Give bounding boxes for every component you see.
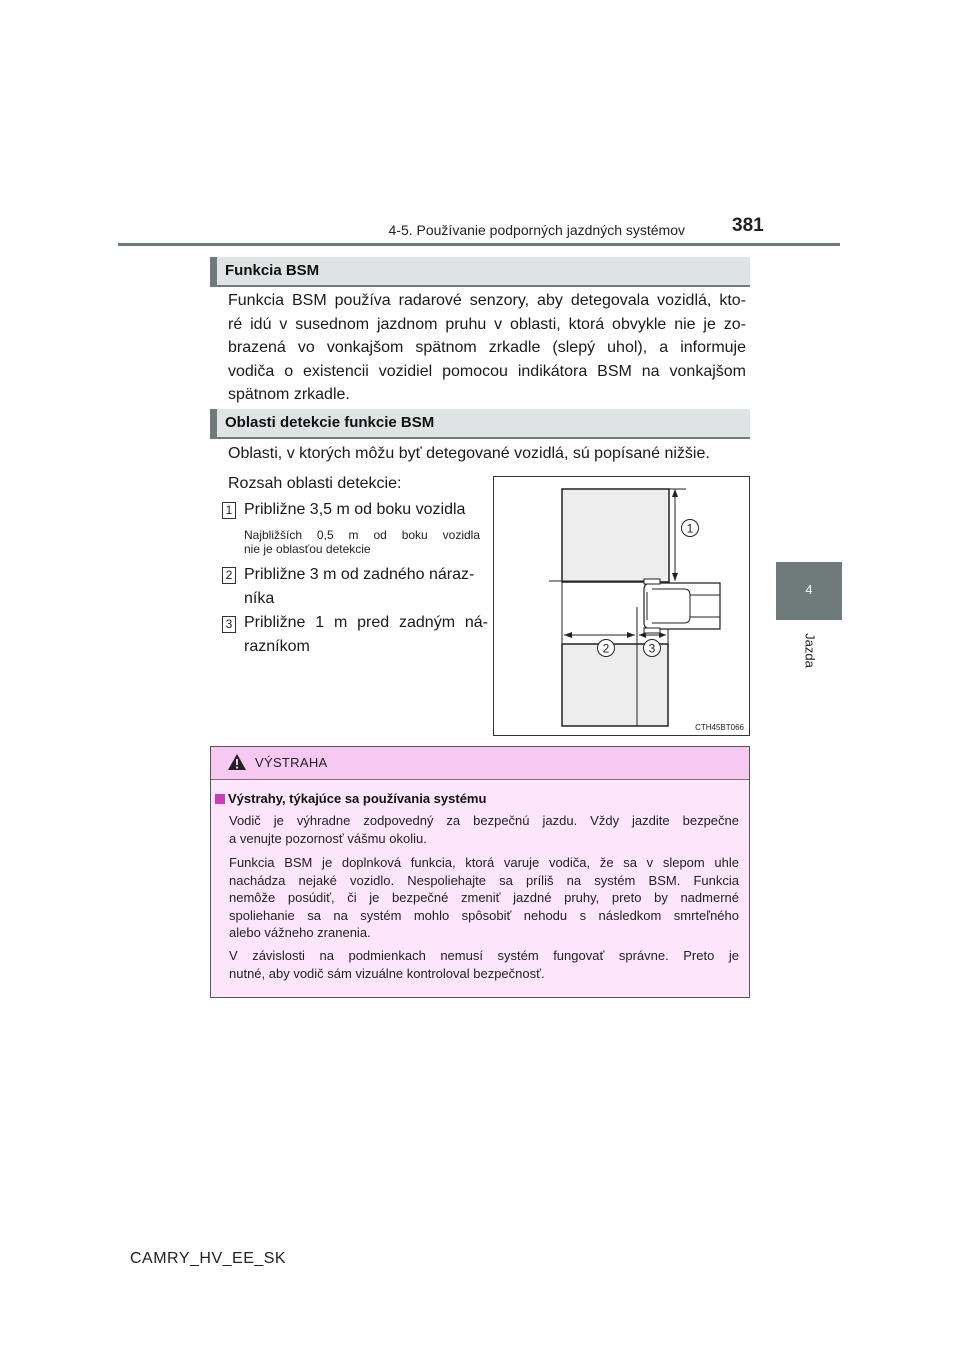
car-icon [644,579,720,633]
bsm-intro-paragraph [228,289,746,407]
text-line: Funkcia BSM je doplnková funkcia, ktorá varuje vodiča, že sa v slepom uhle [229,855,739,870]
chapter-label-text: Jazda [802,633,818,668]
item-number-1: 1 [222,502,236,519]
item-number-3: 3 [222,616,236,633]
warning-paragraph-2 [229,854,739,942]
item-1-text: Približne 3,5 m od boku vozidla [244,501,466,518]
text-line: razníkom [244,637,310,655]
warning-paragraph-3 [229,947,739,982]
text-line: vodiča o existencii vozidiel pomocou indikátora BSM na vonkajšom [228,362,746,380]
text-line: ré idú v susednom jazdnom pruhu v oblasti, ktorá obvykle nie je zo- [228,315,746,333]
item-number-2: 2 [222,567,236,584]
note-line: Najbližších 0,5 m od boku vozidla [244,528,480,542]
section-heading-text: Funkcia BSM [225,262,320,279]
warning-triangle-icon [227,753,247,771]
text-line: spätnom zrkadle. [228,386,350,403]
diagram-label-2 [598,640,615,657]
text-line: V závislosti na podmienkach nemusí systém fungovať správne. Preto je [229,948,739,963]
text-line: alebo vážneho zranenia. [229,925,371,940]
warning-header [211,747,749,780]
text-line: brazená vo vonkajšom spätnom zrkadle (slepý uhol), a informuje [228,339,746,356]
text-line: nachádza nejaké vozidlo. Nespoliehajte sa príliš na systém BSM. Funkcia [229,872,739,888]
arrow-head [627,632,635,638]
text-line: nutné, aby vodič sám vizuálne kontroloval bezpečnosť. [229,965,545,981]
warning-box [210,746,750,998]
warning-title: VÝSTRAHA [255,755,328,770]
text-line: nemôže posúdiť, či je bezpečné zmeniť jazdné pruhy, preto by nadmerné [229,890,739,905]
side-detection-area [562,489,669,582]
section-heading-detection-areas [210,409,750,439]
note-line: nie je oblasťou detekcie [244,542,371,556]
range-label: Rozsah oblasti detekcie: [228,475,402,492]
text-line: Približne 1 m pred zadným ná- [244,614,488,631]
diagram-label-3-text: 3 [648,641,656,656]
item-1-note [244,528,480,556]
text-line: Vodič je výhradne zodpovedný za bezpečnú jazdu. Vždy jazdite bezpečne [229,813,739,828]
section-heading-text: Oblasti detekcie funkcie BSM [225,414,435,431]
text-line: spoliehanie sa na systém mohlo spôsobiť nehodu s následkom smrteľného [229,907,739,923]
text-line: a venujte pozornosť vášmu okoliu. [229,830,427,846]
diagram-label-1-text: 1 [686,521,694,536]
diagram-svg [494,477,749,735]
diagram-label-2-text: 2 [602,641,610,656]
warning-body [211,780,749,997]
arrow-head [672,573,678,581]
diagram-label-1 [682,520,699,537]
warning-subtitle: Výstrahy, týkajúce sa používania systému [228,791,487,806]
section-title: 4-5. Používanie podporných jazdných systémov [388,222,685,238]
section-heading-bsm-function [210,257,750,287]
text-line: Približne 3 m od zadného náraz- [244,566,475,583]
diagram-code: CTH45BT066 [695,723,744,732]
chapter-label [770,627,850,667]
arrow-head [672,489,678,497]
page-number: 381 [732,215,764,236]
bsm-detection-diagram [493,476,750,736]
item-2-text [244,563,488,610]
text-line: Funkcia BSM používa radarové senzory, aby detegovala vozidlá, kto- [228,292,746,309]
detection-areas-paragraph: Oblasti, v ktorých môžu byť detegované vozidlá, sú popísané nižšie. [228,445,710,462]
chapter-number: 4 [805,582,813,597]
diagram-label-3 [644,640,661,657]
warning-bullet-icon [215,794,225,804]
text-line: níka [244,589,275,607]
header-divider [118,243,840,246]
arrow-head [564,632,572,638]
item-3-text [244,611,488,658]
document-code: CAMRY_HV_EE_SK [130,1250,287,1267]
warning-paragraph-1 [229,812,739,847]
